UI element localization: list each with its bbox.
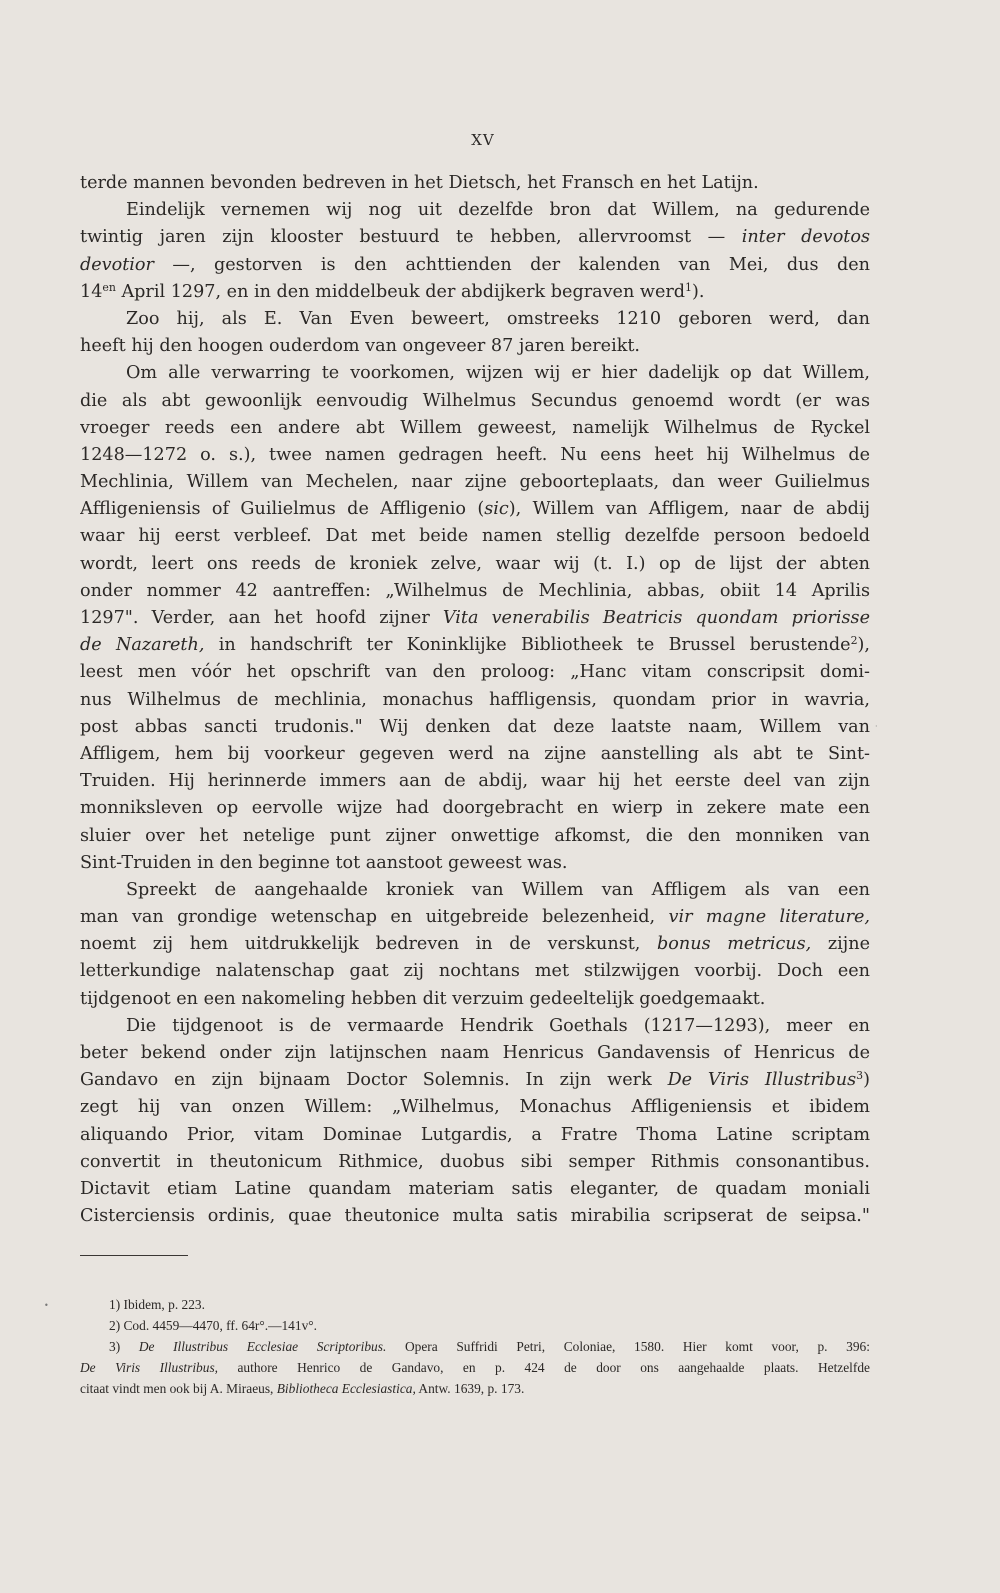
text-run: Sint-Truiden in den beginne tot aanstoot geweest was. [80,852,568,873]
italic-text: De Illustribus Ecclesiae Scriptoribus. [138,1339,387,1354]
text-run: Spreekt de aangehaalde kroniek van Willem van Affligem als van een [126,879,870,900]
italic-text: de Nazareth, [80,635,205,656]
text-run: —, gestorven is den achttienden der kalenden van Mei, dus den [153,254,870,275]
text-run: wordt, leert ons reeds de kroniek zelve, waar wij (t. I.) op de lijst der abten [80,553,870,574]
footnote-line [80,1315,870,1336]
body-line [80,1176,870,1203]
text-run: monniksleven op eervolle wijze had doorgebracht en wierp in zekere mate een [80,798,870,819]
text-run: Cisterciensis ordinis, quae theutonice multa satis mirabilia scripserat de seipsa." [80,1206,870,1227]
text-run: heeft hij den hoogen ouderdom van ongeveer 87 jaren bereikt. [80,336,641,357]
italic-text: De Viris Illustribus [667,1070,857,1091]
body-line [80,1122,870,1149]
body-line [80,469,870,496]
italic-text: vir magne literature, [668,907,870,928]
body-line [80,333,870,360]
body-line [80,224,870,251]
footnotes [80,1294,870,1399]
text-run: Dictavit etiam Latine quandam materiam satis eleganter, de quadam moniali [80,1178,870,1199]
text-run: citaat vindt men ook bij A. Miraeus, [80,1381,277,1396]
body-line [80,605,870,632]
text-run: convertit in theutonicum Rithmice, duobus sibi semper Rithmis consonantibus. [80,1151,870,1172]
text-run: ) [863,1070,870,1091]
text-run: aliquando Prior, vitam Dominae Lutgardis, a Fratre Thoma Latine scriptam [80,1124,870,1145]
body-line [80,496,870,523]
text-run: tijdgenoot en een nakomeling hebben dit verzuim gedeeltelijk goedgemaakt. [80,988,766,1009]
text-run: ), [857,635,870,656]
footnote-separator [80,1255,188,1256]
body-line [80,904,870,931]
text-run: Eindelijk vernemen wij nog uit dezelfde bron dat Willem, na gedurende [126,200,870,221]
text-run: Opera Suffridi Petri, Coloniae, 1580. Hier komt voor, p. 396: [386,1339,870,1354]
body-line [80,1149,870,1176]
text-run: onder nommer 42 aantreffen: „Wilhelmus de Mechlinia, abbas, obiit 14 Aprilis [80,580,870,601]
text-run: letterkundige nalatenschap gaat zij nochtans met stilzwijgen voorbij. Doch een [80,961,870,982]
text-run: man van grondige wetenschap en uitgebreide belezenheid, [80,907,669,928]
body-line [80,877,870,904]
body-line [80,1203,870,1230]
text-run: waar hij eerst verbleef. Dat met beide namen stellig dezelfde persoon bedoeld [80,526,870,547]
scan-speck: • [44,1301,49,1310]
text-run: 14 [80,281,103,302]
body-line [80,551,870,578]
text-run: 1248—1272 o. s.), twee namen gedragen heeft. Nu eens heet hij Wilhelmus de [80,444,870,465]
text-run: nus Wilhelmus de mechlinia, monachus haffligensis, quondam prior in wavria, [80,689,870,710]
superscript: en [102,280,116,294]
body-line [80,1040,870,1067]
text-run: ). [692,281,705,302]
italic-text: Bibliotheca Ecclesiastica, [276,1381,416,1396]
text-run: terde mannen bevonden bedreven in het Dietsch, het Fransch en het Latijn. [80,173,759,193]
text-run: twintig jaren zijn klooster bestuurd te hebben, allervroomst — [80,227,742,248]
text-run: in handschrift ter Koninklijke Bibliotheek te Brussel berustende [204,635,851,656]
body-line [80,768,870,795]
text-run: Gandavo en zijn bijnaam Doctor Solemnis. In zijn werk [80,1070,668,1091]
body-line [80,958,870,985]
footnote-line [80,1294,870,1315]
text-run: Truiden. Hij herinnerde immers aan de abdij, waar hij het eerste deel van zijn [80,771,870,792]
body-line [80,1013,870,1040]
text-run: 1) Ibidem, p. 223. [109,1297,205,1312]
text-run: leest men vóór het opschrift van den proloog: „Hanc vitam conscripsit domi- [80,662,870,683]
body-line [80,578,870,605]
body-text [80,170,870,1230]
text-run: Antw. 1639, p. 173. [415,1381,525,1396]
text-run: post abbas sancti trudonis." Wij denken dat deze laatste naam, Willem van [80,716,870,737]
body-line [80,741,870,768]
body-line [80,986,870,1013]
footnote-line [80,1336,870,1357]
body-line [80,795,870,822]
footnote-line [80,1357,870,1378]
body-line [80,197,870,224]
italic-text: bonus metricus, [657,934,812,955]
text-run: April 1297, en in den middelbeuk der abdijkerk begraven werd [115,281,686,302]
text-run: zegt hij van onzen Willem: „Wilhelmus, Monachus Affligeniensis et ibidem [80,1097,870,1118]
body-line [80,252,870,279]
text-run: ), Willem van Affligem, naar de abdij [508,499,870,520]
text-run: 3) [109,1339,139,1354]
scan-speck: · [875,722,878,731]
text-run: Die tijdgenoot is de vermaarde Hendrik Goethals (1217—1293), meer en [126,1015,870,1036]
superscript: 3 [856,1069,864,1083]
text-run: Affligem, hem bij voorkeur gegeven werd na zijne aanstelling als abt te Sint- [80,743,870,764]
superscript: 2 [850,634,858,648]
body-line [80,279,870,306]
text-run: Mechlinia, Willem van Mechelen, naar zijne geboorteplaats, dan weer Guilielmus [80,472,870,493]
italic-text: inter devotos [741,227,870,248]
body-line [80,306,870,333]
text-run: 2) Cod. 4459—4470, ff. 64r°.—141v°. [109,1318,317,1333]
body-line [80,659,870,686]
superscript: 1 [685,280,692,294]
text-run: Om alle verwarring te voorkomen, wijzen wij er hier dadelijk op dat Willem, [126,363,870,384]
body-line [80,523,870,550]
text-run: zijne [811,934,870,955]
italic-text: De Viris Illustribus, [80,1360,218,1375]
body-line [80,823,870,850]
text-run: noemt zij hem uitdrukkelijk bedreven in de verskunst, [80,934,658,955]
page-number-text: XV [471,131,495,149]
body-line [80,415,870,442]
body-line [80,931,870,958]
body-line [80,1067,870,1094]
text-run: authore Henrico de Gandavo, en p. 424 de door ons aangehaalde plaats. Hetzelfde [218,1360,870,1375]
body-line [80,714,870,741]
text-run: Affligeniensis of Guilielmus de Affligenio ( [80,499,485,520]
text-run: 1297". Verder, aan het hoofd zijner [80,608,443,628]
italic-text: devotior [80,254,154,275]
body-line [80,388,870,415]
text-run: beter bekend onder zijn latijnschen naam Henricus Gandavensis of Henricus de [80,1043,870,1063]
body-line [80,850,870,877]
text-run: die als abt gewoonlijk eenvoudig Wilhelmus Secundus genoemd wordt (er was [80,390,870,411]
body-line [80,360,870,387]
page-number [0,131,1000,149]
body-line [80,1094,870,1121]
italic-text: sic [484,499,509,520]
body-line [80,632,870,659]
text-run: sluier over het netelige punt zijner onwettige afkomst, die den monniken van [80,825,870,846]
italic-text: Vita venerabilis Beatricis quondam priorisse [442,608,870,628]
text-run: Zoo hij, als E. Van Even beweert, omstreeks 1210 geboren werd, dan [126,308,870,329]
body-line [80,442,870,469]
footnote-line [80,1378,870,1399]
body-line [80,170,870,197]
body-line [80,687,870,714]
text-run: vroeger reeds een andere abt Willem geweest, namelijk Wilhelmus de Ryckel [80,417,870,438]
